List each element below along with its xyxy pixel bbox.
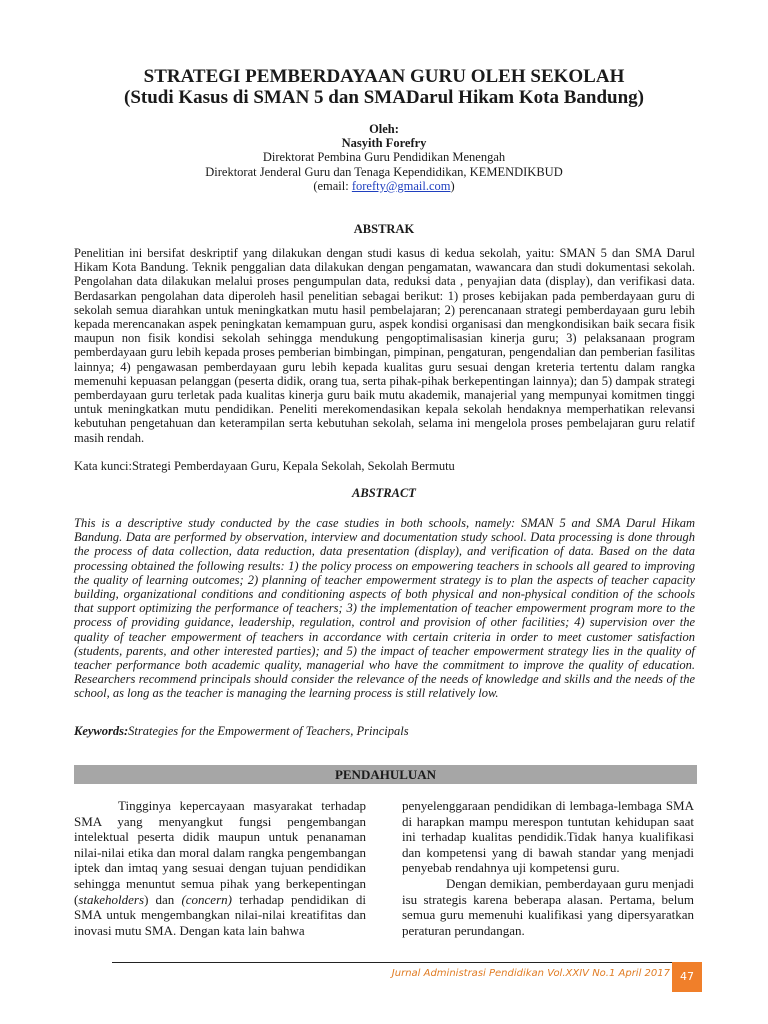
footer-divider	[112, 962, 678, 963]
column-left	[74, 798, 366, 938]
paragraph: penyelenggaraan pendidikan di lembaga-lembaga SMA di harapkan mampu merespon tuntutan kehidupan saat ini terhadap kualitas pendidik.Tidak hanya kualifikasi dan kompetensi yang di bawah standar yang menjadi penyebab rendahnya uji kompetensi guru.	[402, 798, 694, 876]
affiliation-2: Direktorat Jenderal Guru dan Tenaga Kependidikan, KEMENDIKBUD	[205, 164, 563, 179]
affiliation-1: Direktorat Pembina Guru Pendidikan Menengah	[262, 150, 506, 165]
author-block	[0, 122, 768, 193]
paragraph: Dengan demikian, pemberdayaan guru menjadi isu strategis karena beberapa alasan. Pertama, belum semua guru memenuhi kualifikasi yang dipersyaratkan peraturan perundangan.	[402, 875, 694, 938]
journal-footer: Jurnal Administrasi Pendidikan Vol.XXIV No.1 April 2017	[391, 968, 670, 979]
email-link[interactable]: forefty@gmail.com	[351, 178, 451, 193]
kata-kunci: Kata kunci:Strategi Pemberdayaan Guru, Kepala Sekolah, Sekolah Bermutu	[74, 459, 455, 473]
emphasis-stakeholders: stakeholders	[78, 891, 145, 907]
keywords-label: Keywords:	[74, 724, 129, 738]
paper-subtitle: (Studi Kasus di SMAN 5 dan SMADarul Hikam Kota Bandung)	[124, 87, 644, 108]
keywords-text: Strategies for the Empowerment of Teachers, Principals	[128, 724, 409, 738]
column-right	[402, 798, 694, 938]
text-run: ) dan	[144, 891, 182, 907]
keywords	[74, 724, 695, 738]
text-run: Tingginya kepercayaan masyarakat terhadap SMA yang menyangkut fungsi pengembangan intelektual peserta didik maupun untuk penanaman nilai-nilai etika dan moral dalam rangka pengembangan iptek dan imtaq yang sesuai dengan tujuan pendidikan sehingga menuntut semua pihak yang berkepentingan (	[74, 798, 366, 907]
email-suffix: )	[450, 178, 455, 193]
abstrak-body: Penelitian ini bersifat deskriptif yang dilakukan dengan studi kasus di kedua sekolah, yaitu: SMAN 5 dan SMA Darul Hikam Kota Bandung. Teknik penggalian data dilakukan dengan pengamatan, wawancara dan studi dokumentasi sekolah. Pengolahan data dilakukan melalui proses pengumpulan data, reduksi data , penyajian data (display), dan verifikasi data. Berdasarkan pengolahan data diperoleh hasil penelitian sebagai berikut: 1) proses kebijakan pada pemberdayaan guru di sekolah semua diarahkan untuk meningkatkan mutu hasil pembelajaran; 2) perencanaan strategi pemberdayaan guru lebih kepada merencanakan aspek peningkatan kemampuan guru, aspek kondisi organisasi dan mengkondisikan baik secara fisik maupun non fisik kondisi sekolah sehingga mendukung pengoptimalisasian kinerja guru; 3) pelaksanaan program pemberdayaan guru lebih kepada proses pemberian bimbingan, pimpinan, pengaturan, pengendalian dan pemberian fasilitas lainnya; 4) pengawasan pemberdayaan guru lebih kepada kualitas guru sesuai dengan kreteria tertentu dalam rangka memenuhi kepuasan pelanggan (peserta didik, orang tua, serta pihak-pihak berkepentingan lainnya); dan 5) dampak strategi pemberdayaan guru terletak pada kualitas kinerja guru baik mutu akademik, manajerial yang mempunyai komitmen tinggi untuk meningkatkan mutu pendidikan. Peneliti merekomendasikan kepala sekolah hendaknya memperhatikan relevansi kebutuhan pengetahuan dan keterampilan serta kebutuhan sekolah, selama ini mengelola proses pembelajaran guru relatif masih rendah.	[74, 246, 695, 445]
emphasis-concern: (concern)	[181, 891, 232, 907]
abstract-body: This is a descriptive study conducted by the case studies in both schools, namely: SMAN 5 and SMA Darul Hikam Bandung. Data are performed by observation, interview and documentation study school. Data processing is done through the process of data collection, data reduction, data presentation (display), and verification of data. Based on the data processing obtained the following results: 1) the policy process on empowering teachers in schools all geared to improving the quality of learning outcomes; 2) planning of teacher empowerment strategy is to plan the aspects of teacher capacity building, organizational conditions and conditioning aspects of both physical and non-physical condition of the schools that support optimizing the performance of teachers; 3) the implementation of teacher empowerment program more to the process of providing guidance, leadership, regulation, control and provision of other facilities; 4) supervision over the quality of teacher empowerment of teachers in accordance with certain criteria in order to meet customer satisfaction (students, parents, and other interested parties); and 5) the impact of teacher empowerment strategy lies in the quality of teacher performance both academic quality, managerial who have the commitment to improve the quality of education. Researchers recommend principals should consider the relevance of the needs of knowledge and skills and the needs of the school, as long as the teacher is managing the learning process is still relatively low.	[74, 516, 695, 701]
abstract-heading: ABSTRACT	[352, 486, 416, 500]
abstrak-heading: ABSTRAK	[353, 222, 415, 236]
text-run: terhadap pendidikan di SMA untuk mengembangkan nilai-nilai kreatifitas dan inovasi mutu SMA. Dengan kata lain bahwa	[74, 891, 366, 938]
paragraph	[74, 798, 366, 938]
author-name: Nasyith Forefry	[341, 136, 427, 151]
author-label: Oleh:	[369, 122, 399, 136]
page-number: 47	[672, 962, 702, 992]
title-block	[0, 66, 768, 108]
email-line	[0, 179, 768, 193]
paper-title: STRATEGI PEMBERDAYAAN GURU OLEH SEKOLAH	[143, 66, 625, 87]
section-heading-pendahuluan: PENDAHULUAN	[74, 765, 697, 784]
email-prefix: (email:	[313, 178, 352, 193]
